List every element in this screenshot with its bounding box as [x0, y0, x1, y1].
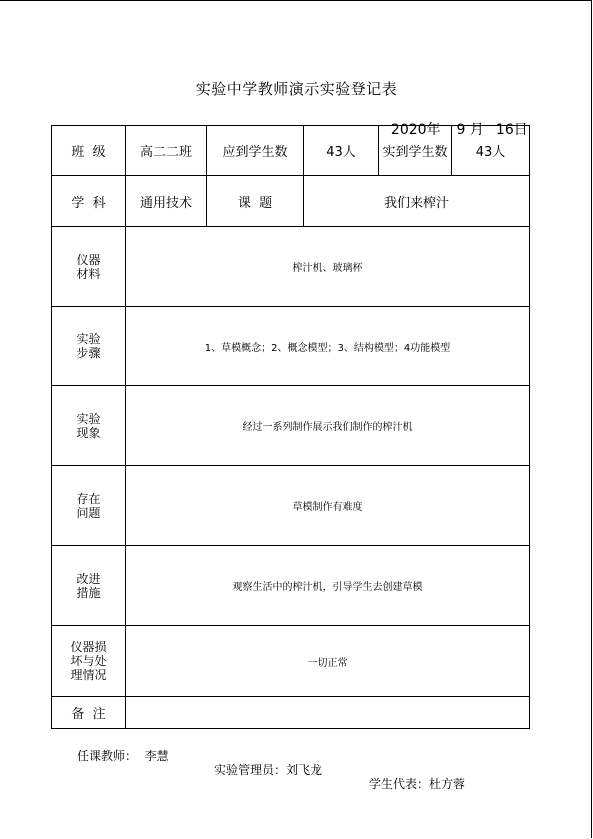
subject-value: 通用技术 — [126, 176, 207, 227]
problems-value: 草模制作有难度 — [126, 466, 530, 546]
improvements-value: 观察生活中的榨汁机，引导学生去创建草模 — [126, 546, 530, 626]
signature-footer — [77, 733, 466, 791]
materials-value: 榨汁机、玻璃杯 — [126, 227, 530, 307]
actual-students-label: 实到学生数 — [379, 126, 452, 176]
steps-value: 1、草模概念；2、概念模型；3、结构模型；4功能模型 — [126, 307, 530, 386]
table-row — [52, 307, 530, 386]
table-row — [52, 626, 530, 697]
table-row-subject — [52, 176, 530, 227]
steps-label: 实验 步骤 — [52, 307, 126, 386]
date-month: 9 月 — [456, 122, 484, 138]
date-day: 16日 — [495, 122, 528, 138]
expected-students-label: 应到学生数 — [207, 126, 304, 176]
table-row — [52, 546, 530, 626]
table-row-remark — [52, 697, 530, 729]
improvements-label: 改进 措施 — [52, 546, 126, 626]
class-label: 班 级 — [52, 126, 126, 176]
registration-table — [51, 125, 530, 729]
damage-value: 一切正常 — [126, 626, 530, 697]
topic-label: 课 题 — [207, 176, 304, 227]
table-row — [52, 227, 530, 307]
phenomenon-value: 经过一系列制作展示我们制作的榨汁机 — [126, 386, 530, 466]
subject-label: 学 科 — [52, 176, 126, 227]
actual-students-value: 43人 — [452, 126, 530, 176]
date-year: 2020年 — [390, 122, 441, 138]
damage-label: 仪器损 坏与处 理情况 — [52, 626, 126, 697]
student-rep-signature: 学生代表：杜方蓉 — [369, 777, 466, 791]
topic-value: 我们来榨汁 — [304, 176, 530, 227]
document-title: 实验中学教师演示实验登记表 — [195, 80, 398, 98]
table-row — [52, 466, 530, 546]
table-row-class — [52, 126, 530, 176]
table-row — [52, 386, 530, 466]
phenomenon-label: 实验 现象 — [52, 386, 126, 466]
expected-students-value: 43人 — [304, 126, 379, 176]
materials-label: 仪器 材料 — [52, 227, 126, 307]
problems-label: 存在 问题 — [52, 466, 126, 546]
manager-signature: 实验管理员：刘飞龙 — [214, 763, 323, 777]
remark-value — [126, 697, 530, 729]
remark-label: 备 注 — [52, 697, 126, 729]
teacher-signature: 任课教师： 李慧 — [77, 749, 169, 763]
class-value: 高二二班 — [126, 126, 207, 176]
